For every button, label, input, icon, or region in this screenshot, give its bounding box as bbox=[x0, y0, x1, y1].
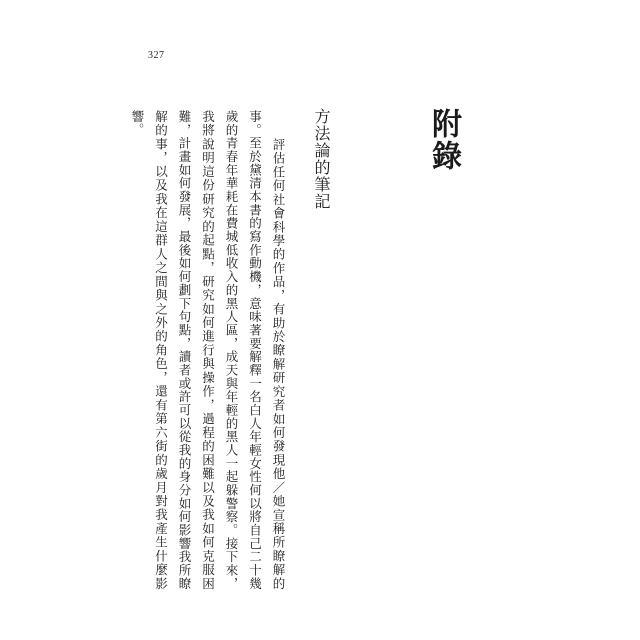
page-number: 327 bbox=[148, 50, 165, 61]
section-title: 方法論的筆記 bbox=[312, 108, 331, 210]
chapter-title: 附錄 bbox=[426, 108, 461, 172]
body-paragraph: 評估任何社會科學的作品，有助於瞭解研究者如何發現他／她宣稱所瞭解的事。至於黛清本書的寫作動機，意味著要解釋一名白人年輕女性何以將自己二十幾歲的青春年華耗在費城低收入的黑人區，成天與年輕的黑人一起躲警察。接下來，我將說明這份研究的起點，研究如何進行與操作，過程的困難以及我如何克服困難，計畫如何發展，最後如何劃下句點，讀者或許可以從我的身分如何影響我所瞭解的事，以及我在這群人之間與之外的角色，還有第六街的歲月對我產生什麼影響。 bbox=[130, 110, 286, 590]
